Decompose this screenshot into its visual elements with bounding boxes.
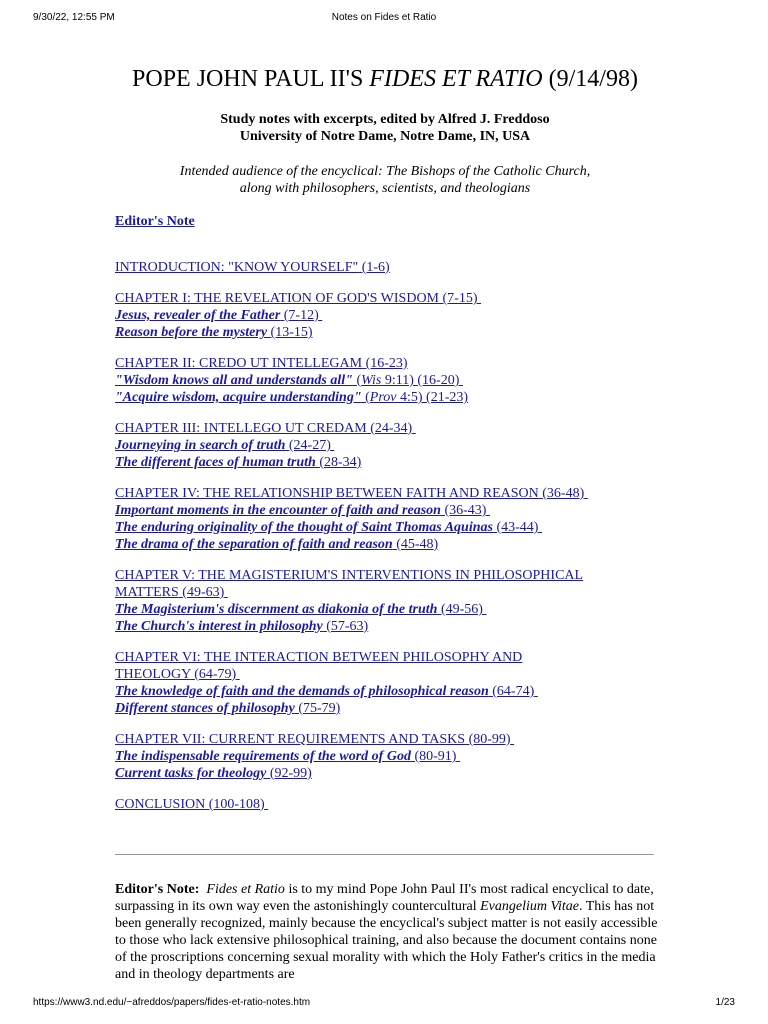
- toc-chapter-link[interactable]: INTRODUCTION: "KNOW YOURSELF" (1-6): [115, 260, 390, 275]
- toc-section-link[interactable]: "Wisdom knows all and understands all" (Wis 9:11) (16-20): [115, 373, 460, 388]
- table-of-contents: [115, 259, 655, 813]
- toc-section-link[interactable]: Current tasks for theology (92-99): [115, 766, 312, 781]
- toc-section-link[interactable]: Jesus, revealer of the Father (7-12): [115, 308, 319, 323]
- toc-section-link[interactable]: The Magisterium's discernment as diakonia of the truth (49-56): [115, 602, 483, 617]
- toc-chapter-4: [115, 485, 655, 553]
- toc-section-link[interactable]: The indispensable requirements of the word of God (80-91): [115, 749, 457, 764]
- subtitle-university: University of Notre Dame, Notre Dame, IN, USA: [239, 129, 531, 144]
- toc-chapter-3: [115, 420, 655, 471]
- toc-section-link[interactable]: Important moments in the encounter of faith and reason (36-43): [115, 503, 487, 518]
- toc-chapter-1: [115, 290, 655, 341]
- toc-section-link[interactable]: "Acquire wisdom, acquire understanding" (Prov 4:5) (21-23): [115, 390, 469, 405]
- toc-conclusion: [115, 796, 655, 813]
- toc-section-link[interactable]: Reason before the mystery (13-15): [115, 325, 313, 340]
- editors-note-label: Editor's Note:: [115, 882, 200, 897]
- toc-section-link[interactable]: The drama of the separation of faith and reason (45-48): [115, 537, 439, 552]
- print-page-number: 1/23: [715, 997, 735, 1008]
- toc-section-link[interactable]: The enduring originality of the thought of Saint Thomas Aquinas (43-44): [115, 520, 539, 535]
- editors-note-link[interactable]: Editor's Note: [115, 214, 195, 229]
- toc-chapter-link[interactable]: CHAPTER VII: CURRENT REQUIREMENTS AND TASKS (80-99): [115, 732, 511, 747]
- toc-chapter-link[interactable]: CHAPTER III: INTELLEGO UT CREDAM (24-34): [115, 421, 413, 436]
- toc-introduction: [115, 259, 655, 276]
- print-datetime: 9/30/22, 12:55 PM: [33, 12, 115, 23]
- page-title: POPE JOHN PAUL II'S FIDES ET RATIO (9/14/98): [132, 66, 638, 92]
- toc-chapter-2: [115, 355, 655, 406]
- toc-chapter-6: [115, 649, 655, 717]
- subtitle-editor: Study notes with excerpts, edited by Alfred J. Freddoso: [220, 112, 550, 127]
- document-body: [115, 64, 655, 827]
- toc-section-link[interactable]: Journeying in search of truth (24-27): [115, 438, 331, 453]
- editors-note-paragraph: Editor's Note: Fides et Ratio is to my mind Pope John Paul II's most radical encyclical to date, surpassing in its own way even the astonishingly countercultural Evangelium Vitae. This has not been generally recognized, mainly because the encyclical's subject matter is not easily accessible to those who lack extensive philosophical training, and also because the document contains none of the proscriptions concerning sexual morality with which the Holy Father's critics in the media and in theology departments are: [115, 882, 658, 982]
- toc-chapter-link[interactable]: CHAPTER IV: THE RELATIONSHIP BETWEEN FAITH AND REASON (36-48): [115, 486, 585, 501]
- toc-section-link[interactable]: The different faces of human truth (28-34): [115, 455, 362, 470]
- toc-section-link[interactable]: The Church's interest in philosophy (57-63): [115, 619, 369, 634]
- toc-chapter-link[interactable]: CHAPTER I: THE REVELATION OF GOD'S WISDOM (7-15): [115, 291, 478, 306]
- toc-chapter-link[interactable]: CONCLUSION (100-108): [115, 797, 265, 812]
- toc-chapter-7: [115, 731, 655, 782]
- section-divider: [115, 854, 654, 855]
- toc-section-link[interactable]: Different stances of philosophy (75-79): [115, 701, 341, 716]
- toc-chapter-5: [115, 567, 655, 635]
- intended-audience: Intended audience of the encyclical: The Bishops of the Catholic Church, along with philosophers, scientists, and theologians: [179, 164, 591, 196]
- toc-chapter-link[interactable]: CHAPTER V: THE MAGISTERIUM'S INTERVENTIONS IN PHILOSOPHICAL MATTERS (49-63): [115, 568, 584, 600]
- print-url: https://www3.nd.edu/~afreddos/papers/fides-et-ratio-notes.htm: [33, 997, 311, 1008]
- toc-section-link[interactable]: The knowledge of faith and the demands of philosophical reason (64-74): [115, 684, 535, 699]
- toc-chapter-link[interactable]: CHAPTER II: CREDO UT INTELLEGAM (16-23): [115, 356, 408, 371]
- print-page-title: Notes on Fides et Ratio: [331, 12, 437, 23]
- toc-chapter-link[interactable]: CHAPTER VI: THE INTERACTION BETWEEN PHILOSOPHY AND THEOLOGY (64-79): [115, 650, 523, 682]
- subtitle: [115, 111, 655, 145]
